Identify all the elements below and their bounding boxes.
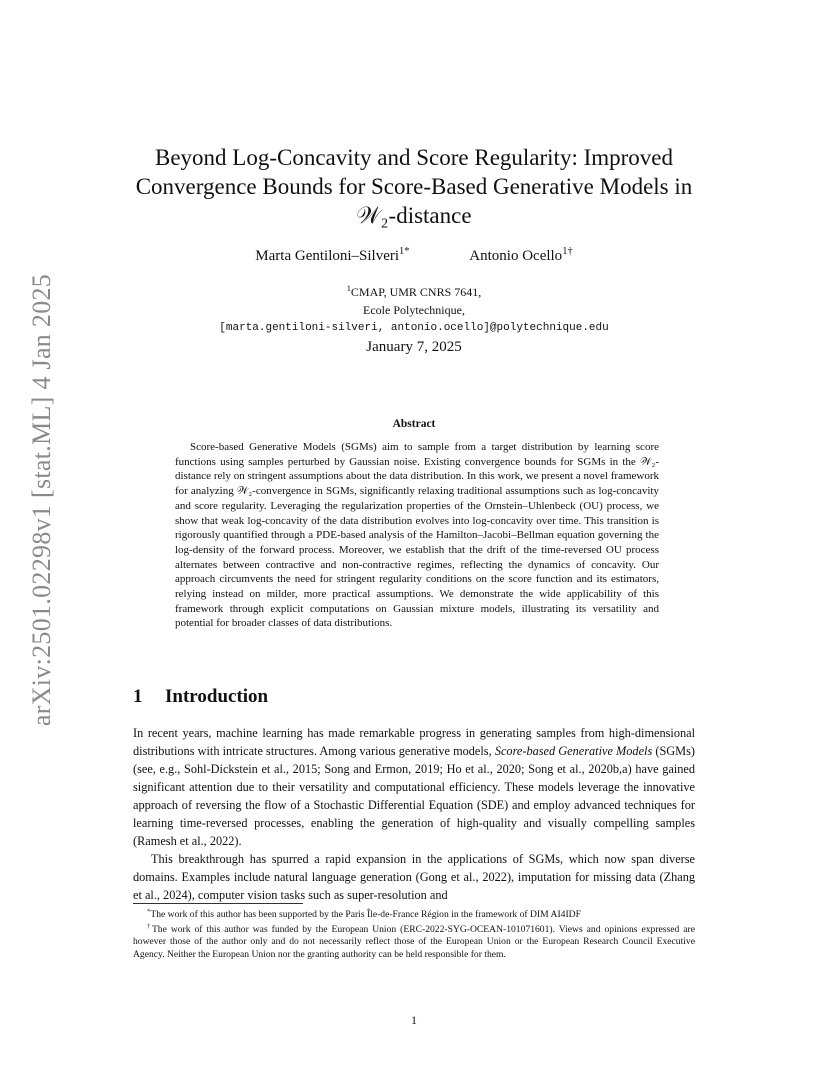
author [255,248,409,265]
author-list [133,248,695,265]
footnotes [133,909,695,963]
author-marks: 1* [399,246,410,257]
paragraph-text: In recent years, machine learning has made remarkable progress in generating samples from high-dimensional distributions with intricate structures. Among various generative models, [133,726,695,758]
paragraph [133,724,695,850]
footnote-mark: * [147,907,151,915]
author-marks: 1† [562,246,573,257]
footnote [133,909,695,922]
footnote-divider [133,903,303,904]
affiliation [133,283,695,337]
paper-title [133,143,695,230]
footnote-text: The work of this author was funded by the European Union (ERC-2022-SYG-OCEAN-101071601). Views and opinions expressed are however those of the author only and do not necessarily reflect those of the European Union or the European Research Council Executive Agency. Neither the European Union nor the granting authority can be held responsible for them. [133,923,696,960]
footnote [133,924,695,962]
title-line: 𝒲₂-distance [356,203,472,228]
arxiv-sidebar [22,0,62,1072]
abstract-text: Score-based Generative Models (SGMs) aim to sample from a target distribution by learning score functions using samples perturbed by Gaussian noise. Existing convergence bounds for SGMs in the 𝒲₂-distance rely on stringent assumptions about the data distribution. In this work, we present a novel framework for analyzing 𝒲₂-convergence in SGMs, significantly relaxing traditional assumptions such as log-concavity and score regularity. Leveraging the regularization properties of the Ornstein–Uhlenbeck (OU) process, we show that weak log-concavity of the data distribution evolves into log-concavity over time. This transition is rigorously quantified through a PDE-based analysis of the Hamilton–Jacobi–Bellman equation governing the log-density of the forward process. Moreover, we establish that the drift of the time-reversed OU process alternates between contractive and non-contractive regimes, reflecting the dynamics of concavity. Our approach circumvents the need for stringent regularity conditions on the score function and its estimators, relying instead on milder, more practical assumptions. We demonstrate the wide applicability of this framework through explicit computations on Gaussian mixture models, illustrating its versatility and potential for broader classes of data distributions. [175,441,659,630]
paragraph: This breakthrough has spurred a rapid expansion in the applications of SGMs, which now span diverse domains. Examples include natural language generation (Gong et al., 2022), imputation for missing data (Zhang et al., 2024), computer vision tasks such as super-resolution and [133,852,695,902]
section-title: Introduction [165,686,269,707]
footnote-mark: † [147,922,152,930]
title-line: Convergence Bounds for Score-Based Generative Models in [135,174,693,199]
paper-date: January 7, 2025 [366,339,462,355]
arxiv-identifier: arXiv:2501.02298v1 [stat.ML] 4 Jan 2025 [27,273,56,727]
section-number: 1 [133,686,143,707]
author [469,248,572,265]
title-line: Beyond Log-Concavity and Score Regularity: Improved [154,145,674,170]
section-heading [133,686,695,708]
paragraph-text: (SGMs) (see, e.g., Sohl-Dickstein et al., 2015; Song and Ermon, 2019; Ho et al., 2020; Song et al., 2020b,a) have gained significant attention due to their versatility and computational efficiency. These models leverage the innovative approach of reversing the flow of a Stochastic Differential Equation (SDE) and employ advanced techniques for learning time-reversed processes, enabling the generation of high-quality and visually compelling samples (Ramesh et al., 2022). [133,744,695,848]
affiliation-mark: 1 [346,284,351,293]
affiliation-line: Ecole Polytechnique, [363,303,465,317]
affiliation-line: CMAP, UMR CNRS 7641, [350,285,482,299]
author-name: Antonio Ocello [469,248,563,264]
footnote-text: The work of this author has been supported by the Paris Île-de-France Région in the framework of DIM AI4IDF [150,909,581,920]
abstract-heading: Abstract [392,418,436,430]
page-number: 1 [411,1013,417,1027]
emphasized-term: Score-based Generative Models [494,744,653,758]
author-email: [marta.gentiloni-silveri, antonio.ocello]@polytechnique.edu [219,322,609,334]
introduction-body [133,724,695,904]
author-name: Marta Gentiloni–Silveri [255,248,400,264]
